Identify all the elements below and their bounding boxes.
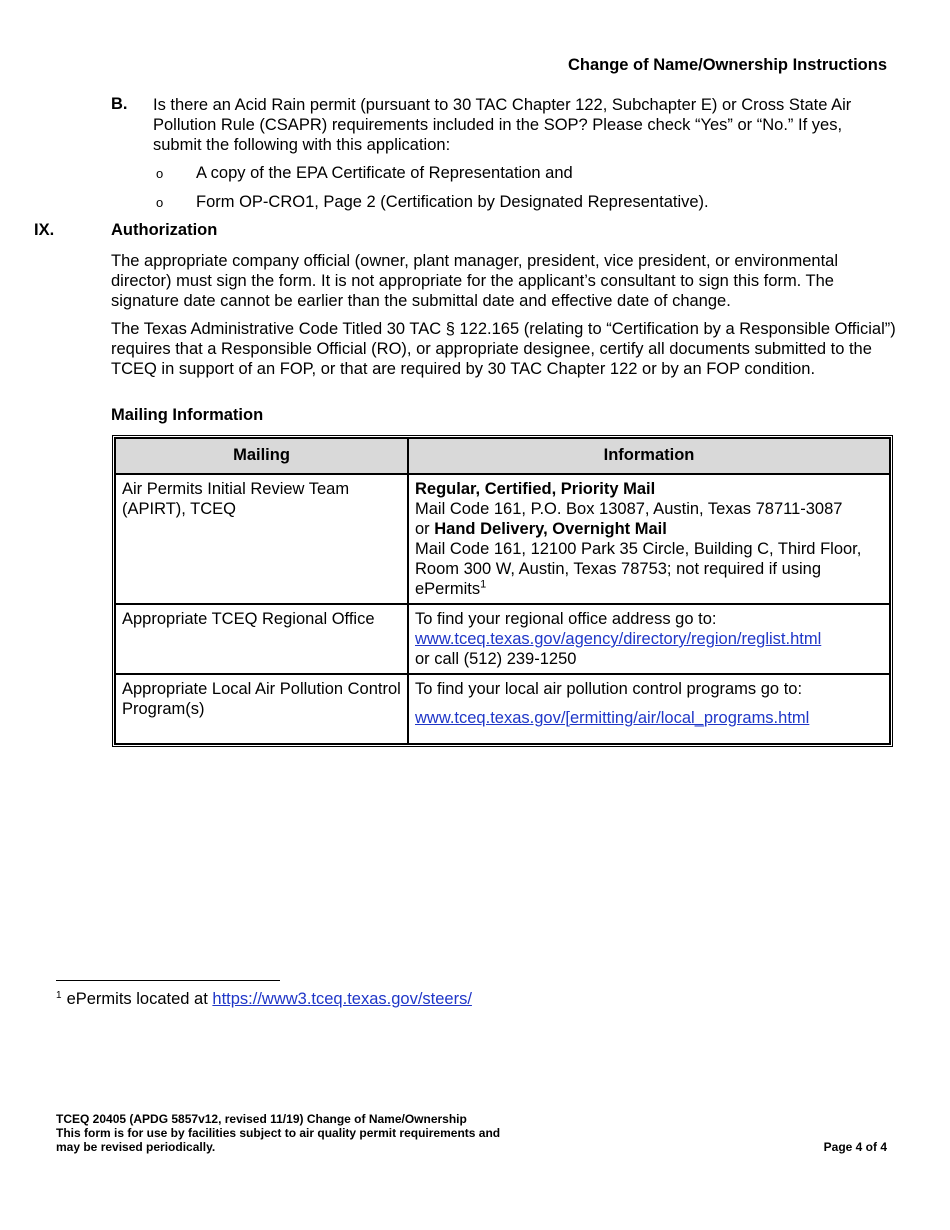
table-header-row (115, 438, 890, 474)
column-header-mailing: Mailing (115, 438, 408, 474)
footnote-ref: 1 (480, 578, 487, 591)
bullet-op-cro1: Form OP-CRO1, Page 2 (Certification by Designated Representative). (196, 193, 709, 211)
po-box-address: Mail Code 161, P.O. Box 13087, Austin, Texas 78711-3087 (415, 500, 843, 518)
page-number: Page 4 of 4 (823, 1140, 887, 1154)
mailing-table (112, 435, 893, 747)
mail-type-hand-delivery: Hand Delivery, Overnight Mail (434, 520, 667, 538)
or-text: or (415, 520, 435, 538)
bullet-marker: o (156, 166, 164, 181)
item-b-letter: B. (111, 95, 128, 113)
mailing-heading: Mailing Information (111, 406, 264, 424)
mailing-cell-apirt: Air Permits Initial Review Team (APIRT), TCEQ (115, 474, 408, 604)
information-cell-apirt (408, 474, 890, 604)
section-title: Authorization (111, 221, 218, 239)
regional-instructions: To find your regional office address go to: (415, 610, 717, 628)
mailing-cell-regional: Appropriate TCEQ Regional Office (115, 604, 408, 674)
page-header-title: Change of Name/Ownership Instructions (567, 56, 887, 74)
footnote (56, 990, 472, 1009)
footnote-divider (56, 980, 280, 981)
authorization-paragraph: The appropriate company official (owner, plant manager, president, vice president, or environmental director) must sign the form. It is not appropriate for the applicant’s consultant to sign this form. The signature date cannot be earlier than the submittal date and effective date of change. (111, 252, 839, 310)
mail-type-regular: Regular, Certified, Priority Mail (415, 480, 656, 498)
table-row (115, 474, 890, 604)
local-instructions: To find your local air pollution control programs go to: (415, 680, 803, 698)
form-footer (56, 1112, 500, 1154)
table-row (115, 604, 890, 674)
steers-link[interactable]: https://www3.tceq.texas.gov/steers/ (212, 990, 472, 1008)
table-row (115, 674, 890, 744)
bullet-marker: o (156, 195, 164, 210)
footnote-text: ePermits located at (66, 990, 213, 1008)
column-header-information: Information (408, 438, 890, 474)
item-b-text: Is there an Acid Rain permit (pursuant to 30 TAC Chapter 122, Subchapter E) or Cross State Air Pollution Rule (CSAPR) requirements included in the SOP? Please check “Yes” or “No.” If yes, submit the following with this application: (153, 96, 852, 154)
local-programs-link[interactable]: www.tceq.texas.gov/[ermitting/air/local_programs.html (415, 709, 810, 727)
footer-revision-note: may be revised periodically. (56, 1140, 216, 1154)
footer-form-id: TCEQ 20405 (APDG 5857v12, revised 11/19) Change of Name/Ownership (56, 1112, 467, 1126)
regional-office-link[interactable]: www.tceq.texas.gov/agency/directory/region/reglist.html (415, 630, 822, 648)
regional-phone: or call (512) 239-1250 (415, 650, 577, 668)
bullet-epa-certificate: A copy of the EPA Certificate of Representation and (196, 164, 573, 182)
mailing-cell-local: Appropriate Local Air Pollution Control Program(s) (115, 674, 408, 744)
footnote-mark: 1 (56, 990, 62, 1001)
street-address: Mail Code 161, 12100 Park 35 Circle, Building C, Third Floor, Room 300 W, Austin, Texas 78753; not required if using ePermits (415, 540, 862, 598)
information-cell-local (408, 674, 890, 744)
information-cell-regional (408, 604, 890, 674)
footer-usage: This form is for use by facilities subject to air quality permit requirements and (56, 1126, 501, 1140)
certification-paragraph: The Texas Administrative Code Titled 30 TAC § 122.165 (relating to “Certification by a Responsible Official”) requires that a Responsible Official (RO), or appropriate designee, certify all documents submitted to the TCEQ in support of an FOP, or that are required by 30 TAC Chapter 122 or by an FOP condition. (111, 320, 896, 378)
section-number: IX. (34, 221, 55, 239)
